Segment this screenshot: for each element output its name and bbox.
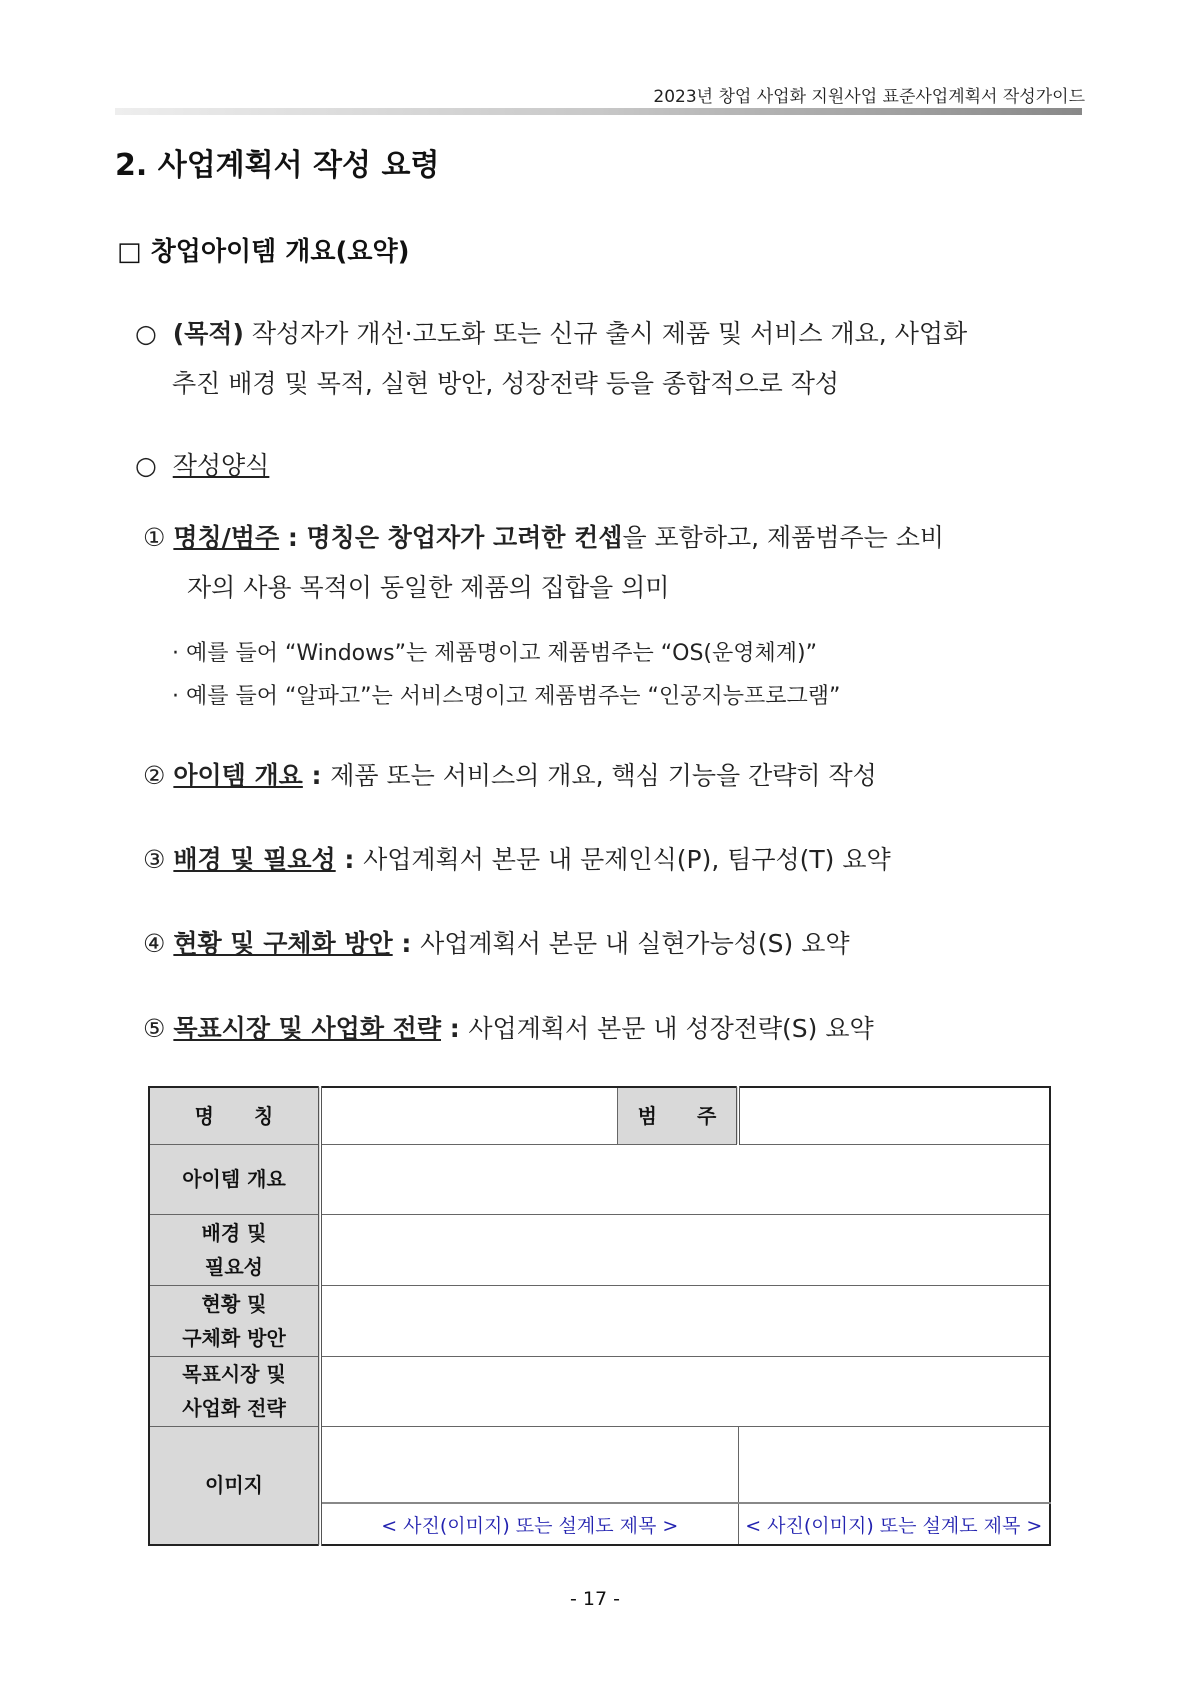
image-caption-1[interactable]: < 사진(이미지) 또는 설계도 제목 >	[320, 1503, 738, 1545]
page-number: - 17 -	[570, 1588, 620, 1610]
purpose-line1	[135, 314, 967, 350]
item-5	[143, 1009, 874, 1045]
item-text: 을 포함하고, 제품범주는 소비	[622, 523, 945, 552]
purpose-label: (목적)	[172, 319, 244, 348]
form-heading	[135, 446, 269, 482]
item-text: 사업계획서 본문 내 실현가능성(S) 요약	[420, 929, 850, 958]
running-header: 2023년 창업 사업화 지원사업 표준사업계획서 작성가이드	[653, 87, 1085, 107]
item-label: 아이템 개요	[173, 761, 303, 790]
item-bold-text: 명칭은 창업자가 고려한 컨셉	[306, 523, 623, 552]
form-label: 작성양식	[172, 451, 270, 480]
page-title: 2. 사업계획서 작성 요령	[115, 148, 440, 183]
category-field[interactable]	[738, 1087, 1050, 1144]
item-1-line2: 자의 사용 목적이 동일한 제품의 집합을 의미	[187, 573, 670, 602]
item-text: 사업계획서 본문 내 문제인식(P), 팀구성(T) 요약	[363, 845, 891, 874]
item-1	[143, 518, 944, 554]
item-number: ②	[143, 761, 166, 790]
item-overview-field[interactable]	[320, 1144, 1050, 1214]
item-label: 목표시장 및 사업화 전략	[173, 1014, 441, 1043]
image-slot-2[interactable]	[738, 1426, 1050, 1503]
item-4	[143, 924, 850, 960]
item-3	[143, 840, 891, 876]
market-strategy-field[interactable]	[320, 1356, 1050, 1426]
status-field[interactable]	[320, 1285, 1050, 1356]
item-text: 제품 또는 서비스의 개요, 핵심 기능을 간략히 작성	[330, 761, 877, 790]
item-summary-table	[148, 1086, 1051, 1546]
item-sep: :	[279, 523, 307, 552]
item-label: 배경 및 필요성	[173, 845, 336, 874]
item-2	[143, 756, 877, 792]
example-2: · 예를 들어 “알파고”는 서비스명이고 제품범주는 “인공지능프로그램”	[172, 684, 841, 709]
item-sep: :	[302, 761, 331, 790]
background-field[interactable]	[320, 1214, 1050, 1285]
image-label: 이미지	[149, 1426, 320, 1545]
circle-bullet-icon: ○	[135, 319, 157, 348]
row-label: 아이템 개요	[149, 1144, 320, 1214]
purpose-line2: 추진 배경 및 목적, 실현 방안, 성장전략 등을 종합적으로 작성	[172, 369, 840, 398]
section-title-text: 창업아이템 개요(요약)	[150, 237, 410, 267]
item-sep: :	[392, 929, 421, 958]
row-label: 목표시장 및 사업화 전략	[149, 1356, 320, 1426]
row-label: 현황 및 구체화 방안	[149, 1285, 320, 1356]
item-label: 현황 및 구체화 방안	[173, 929, 393, 958]
item-number: ①	[143, 523, 166, 552]
item-sep: :	[441, 1014, 469, 1043]
image-slot-1[interactable]	[320, 1426, 738, 1503]
example-1: · 예를 들어 “Windows”는 제품명이고 제품범주는 “OS(운영체계)”	[172, 641, 817, 666]
row-label: 배경 및 필요성	[149, 1214, 320, 1285]
circle-bullet-icon: ○	[135, 451, 157, 480]
item-number: ⑤	[143, 1014, 166, 1043]
item-label: 명칭/범주	[173, 523, 280, 552]
section-title	[117, 231, 410, 268]
checkbox-marker-icon: □	[117, 237, 142, 267]
item-number: ③	[143, 845, 166, 874]
image-caption-2[interactable]: < 사진(이미지) 또는 설계도 제목 >	[738, 1503, 1050, 1545]
item-sep: :	[335, 845, 364, 874]
name-field[interactable]	[320, 1087, 618, 1144]
header-divider	[115, 108, 1082, 115]
category-label: 범 주	[618, 1087, 739, 1144]
name-label: 명 칭	[149, 1087, 320, 1144]
purpose-text: 작성자가 개선·고도화 또는 신규 출시 제품 및 서비스 개요, 사업화	[243, 319, 968, 348]
item-number: ④	[143, 929, 166, 958]
item-text: 사업계획서 본문 내 성장전략(S) 요약	[468, 1014, 874, 1043]
